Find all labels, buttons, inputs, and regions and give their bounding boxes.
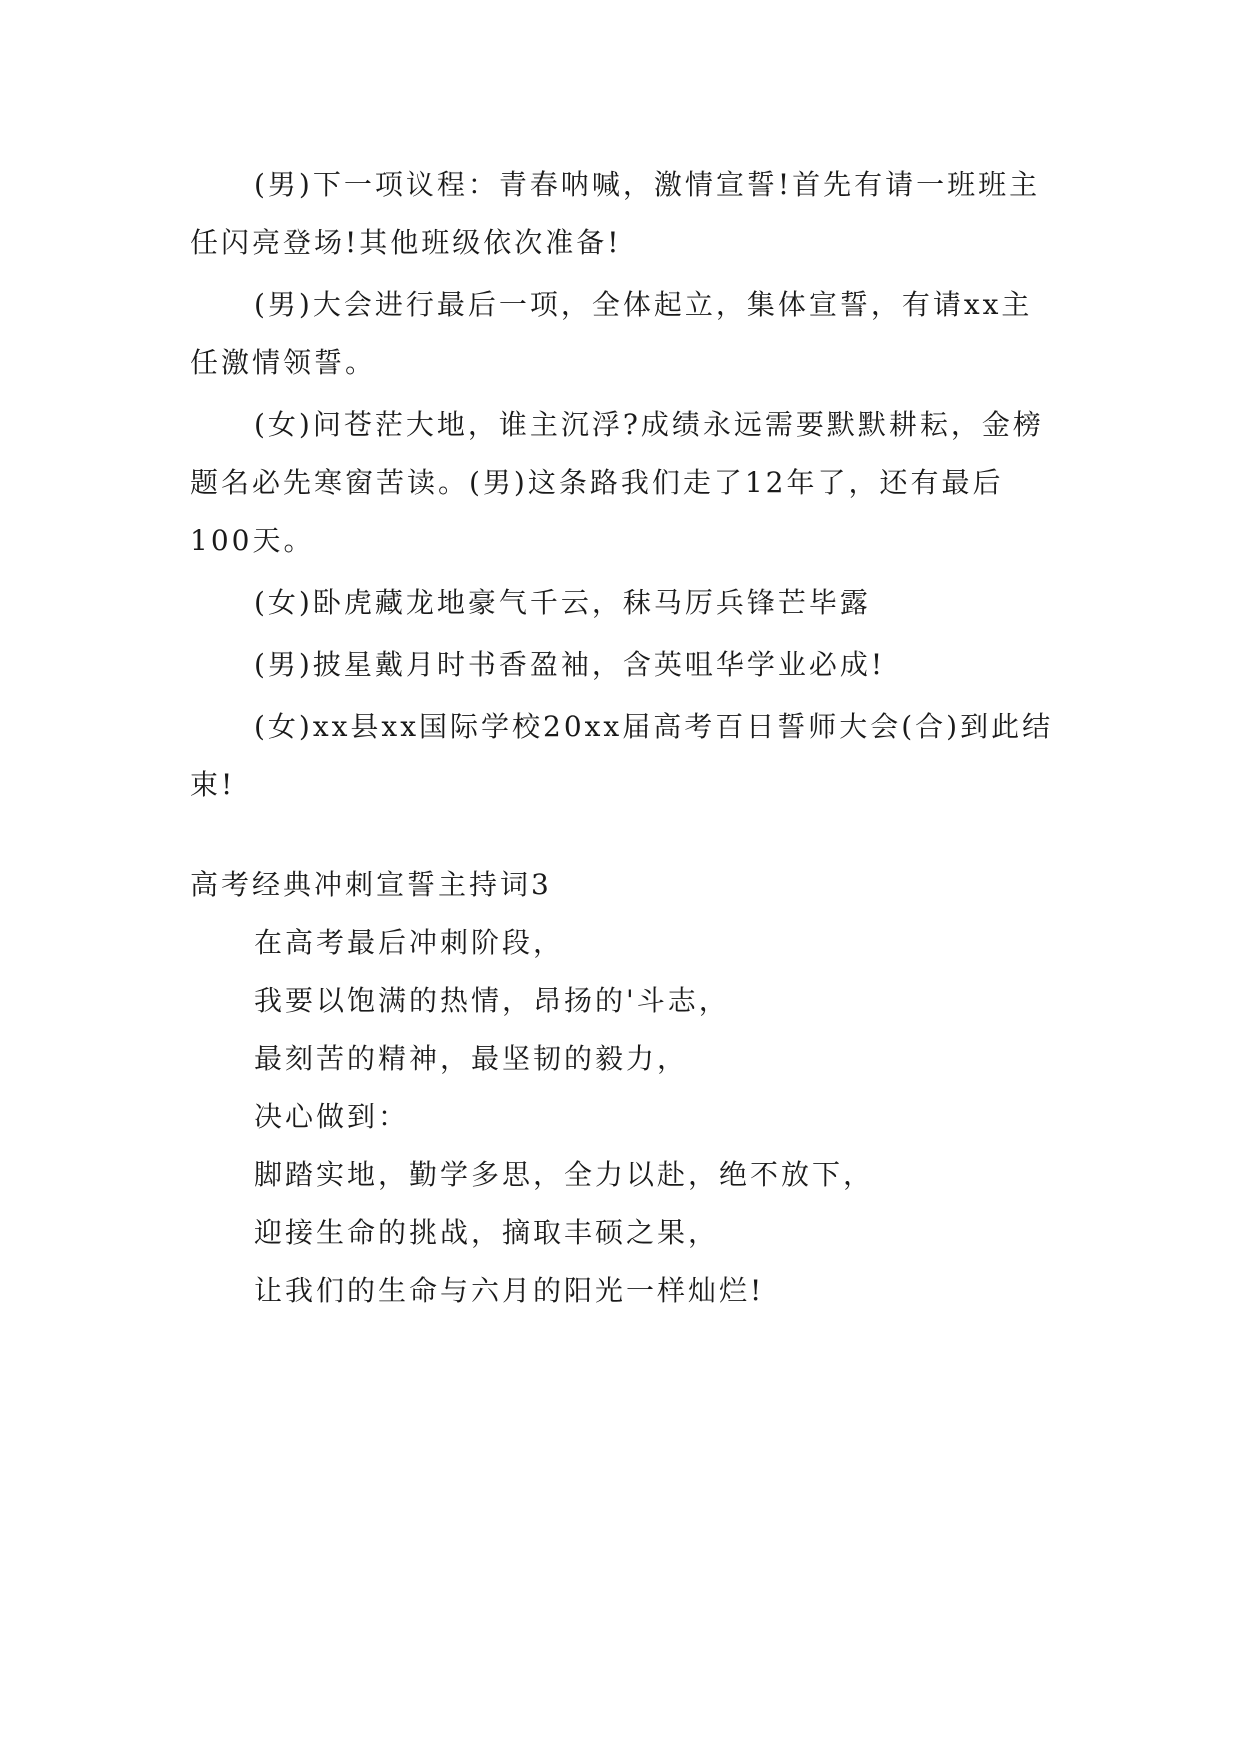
- oath-line: 最刻苦的精神，最坚韧的毅力，: [254, 1042, 689, 1075]
- document-body: [190, 156, 1060, 1320]
- oath-line: 我要以饱满的热情，昂扬的'斗志，: [254, 984, 730, 1017]
- paragraph: (男)披星戴月时书香盈袖，含英咀华学业必成!: [254, 648, 886, 681]
- paragraph: (女)问苍茫大地，谁主沉浮?成绩永远需要默默耕耘，金榜题名必先寒窗苦读。(男)这条路我们走了12年了，还有最后100天。: [190, 408, 1044, 557]
- paragraph: (男)下一项议程：青春呐喊，激情宣誓!首先有请一班班主任闪亮登场!其他班级依次准备!: [190, 168, 1041, 259]
- section-heading: 高考经典冲刺宣誓主持词3: [190, 868, 552, 901]
- paragraph: (女)卧虎藏龙地豪气千云，秣马厉兵锋芒毕露: [254, 586, 871, 619]
- paragraph: (男)大会进行最后一项，全体起立，集体宣誓，有请xx主任激情领誓。: [190, 288, 1033, 379]
- oath-line: 决心做到：: [254, 1100, 410, 1133]
- oath-line: 在高考最后冲刺阶段，: [254, 926, 565, 959]
- oath-line: 脚踏实地，勤学多思，全力以赴，绝不放下，: [254, 1158, 875, 1191]
- oath-line: 迎接生命的挑战，摘取丰硕之果，: [254, 1216, 720, 1249]
- oath-line: 让我们的生命与六月的阳光一样灿烂!: [254, 1274, 765, 1307]
- paragraph: (女)xx县xx国际学校20xx届高考百日誓师大会(合)到此结束!: [190, 710, 1054, 801]
